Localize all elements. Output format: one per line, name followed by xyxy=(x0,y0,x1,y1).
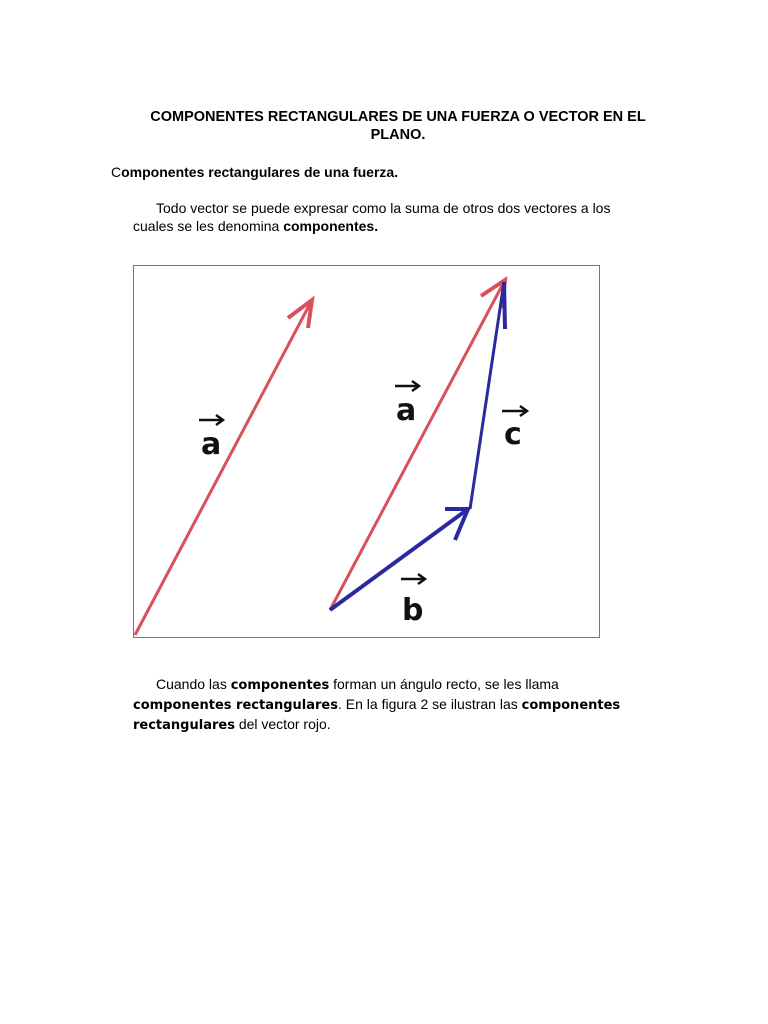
vector-figure xyxy=(133,265,600,638)
section-heading xyxy=(111,163,398,181)
vector-c-arrowhead xyxy=(504,282,505,329)
label-a-left: a xyxy=(201,427,222,462)
vector-diagram xyxy=(134,266,599,637)
components-paragraph-b3: componentes rectangulares xyxy=(133,698,621,733)
components-paragraph-t3: . En la figura 2 se ilustran las xyxy=(337,696,522,712)
intro-paragraph-text: Todo vector se puede expresar como la suma de otros dos vectores a los cuales se les denomina xyxy=(133,200,611,234)
components-paragraph-t2: forman un ángulo recto, se les llama xyxy=(329,676,559,692)
intro-paragraph-bold: componentes. xyxy=(283,218,379,234)
section-heading-initial: C xyxy=(111,164,122,180)
page-title: COMPONENTES RECTANGULARES DE UNA FUERZA O VECTOR EN EL PLANO. xyxy=(150,109,646,143)
label-c: c xyxy=(504,417,522,452)
components-paragraph-b1: componentes xyxy=(230,678,330,693)
components-paragraph-t1: Cuando las xyxy=(156,676,231,692)
vector-a-left-line xyxy=(135,300,312,635)
intro-paragraph xyxy=(133,199,653,235)
label-b: b xyxy=(402,593,424,628)
components-paragraph-b2: componentes rectangulares xyxy=(133,698,338,713)
vector-b-line xyxy=(330,509,468,610)
components-paragraph xyxy=(133,675,653,735)
section-heading-text: omponentes rectangulares de una fuerza. xyxy=(121,164,399,180)
components-paragraph-t4: del vector rojo. xyxy=(234,716,331,732)
label-a-right: a xyxy=(396,393,417,428)
